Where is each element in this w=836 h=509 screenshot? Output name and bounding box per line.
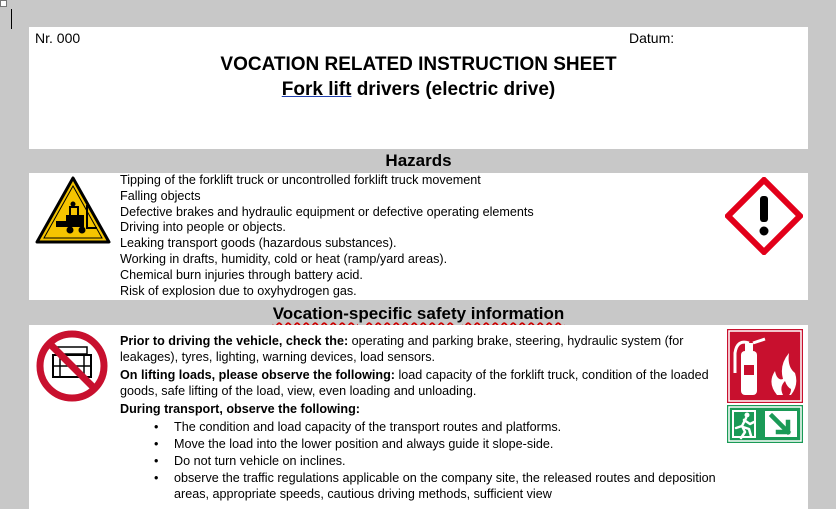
- exclamation-diamond-icon: [725, 177, 803, 255]
- hazards-list: [120, 173, 534, 299]
- bullet-item[interactable]: • The condition and load capacity of the transport routes and platforms.: [154, 419, 720, 435]
- safety-text: [120, 333, 720, 503]
- forklift-warning-icon: [34, 175, 112, 245]
- subtitle-rest: drivers (electric drive): [351, 79, 556, 100]
- transport-bullet-list: [120, 419, 720, 502]
- fire-extinguisher-icon: [727, 329, 803, 403]
- safety-p3-bold: During transport, observe the following:: [120, 402, 360, 416]
- emergency-exit-icon: [727, 405, 803, 443]
- hazard-item[interactable]: Tipping of the forklift truck or uncontrolled forklift truck movement: [120, 173, 481, 187]
- hazard-item[interactable]: Driving into people or objects.: [120, 220, 286, 235]
- header-block: [29, 27, 808, 149]
- hazard-item[interactable]: Defective brakes and hydraulic equipment or defective operating elements: [120, 204, 534, 219]
- hazards-heading[interactable]: Hazards: [385, 151, 452, 170]
- text-cursor: [11, 9, 12, 29]
- bullet-item[interactable]: • observe the traffic regulations applicable on the company site, the released routes and deposition areas, appropriate speeds, cautious driving methods, sufficient view: [154, 470, 720, 502]
- safety-heading[interactable]: [29, 304, 808, 324]
- hazard-item[interactable]: Chemical burn injuries through battery acid.: [120, 267, 363, 282]
- hazard-item[interactable]: Risk of explosion due to oxyhydrogen gas.: [120, 283, 357, 298]
- safety-block: [29, 325, 808, 509]
- safety-p1-bold: Prior to driving the vehicle, check the:: [120, 334, 349, 348]
- hazard-item[interactable]: Working in drafts, humidity, cold or heat (ramp/yard areas).: [120, 251, 448, 266]
- hazard-item[interactable]: Falling objects: [120, 188, 201, 203]
- safety-p2-text: load capacity of the forklift truck, condition of the loaded goods, safe lifting of the load, view, even loading and unloading.: [120, 368, 709, 398]
- document-title[interactable]: VOCATION RELATED INSTRUCTION SHEET: [220, 54, 617, 75]
- safety-paragraph-3[interactable]: [120, 401, 720, 417]
- document-subtitle[interactable]: [29, 79, 808, 101]
- bullet-item[interactable]: • Do not turn vehicle on inclines.: [154, 453, 720, 469]
- safety-p2-bold: On lifting loads, please observe the following:: [120, 368, 395, 382]
- subtitle-underlined: Fork lift: [281, 79, 352, 100]
- hazard-item[interactable]: Leaking transport goods (hazardous substances).: [120, 236, 397, 251]
- safety-p1-text: operating and parking brake, steering, hydraulic system (for leakages), tyres, lighting, warning devices, load sensors.: [120, 334, 684, 364]
- hazards-block: [29, 173, 808, 300]
- safety-paragraph-1[interactable]: [120, 333, 720, 365]
- safety-paragraph-2[interactable]: [120, 367, 720, 399]
- safety-heading-text: Vocation-specific safety information: [272, 304, 565, 323]
- document-number[interactable]: Nr. 000: [35, 30, 81, 46]
- corner-marker: [0, 0, 7, 7]
- date-label[interactable]: Datum:: [629, 30, 675, 46]
- bullet-item[interactable]: • Move the load into the lower position and always guide it slope-side.: [154, 436, 720, 452]
- prohibition-icon: [35, 329, 109, 403]
